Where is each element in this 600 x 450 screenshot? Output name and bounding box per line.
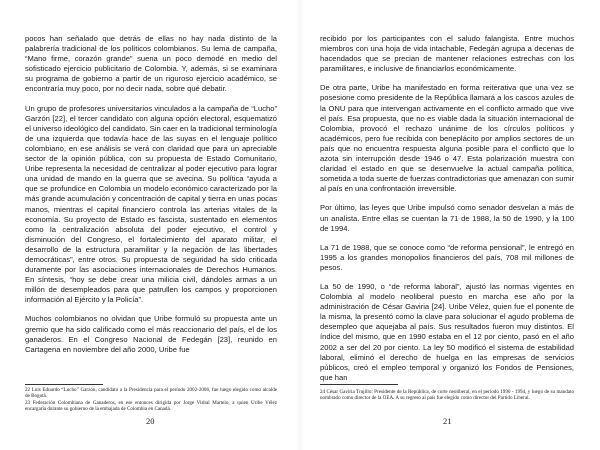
footnote: 22 Luis Eduardo “Lucho” Garzón, candidato a la Presidencia para el período 2002-2006, fue luego elegido como alcalde de Bogotá.: [25, 387, 277, 400]
paragraph: Por último, las leyes que Uribe impulsó como senador desvelan a más de un analista. Entre ellas se cuentan la 71 de 1988, la 50 de 1990, y la 100 de 1994.: [320, 203, 574, 233]
paragraph: pocos han señalado que detrás de ellas no hay nada distinto de la palabrería tradicional de los políticos colombianos. Su lema de campaña, “Mano firme, corazón grande” suena un poco demodé en medio del sofisticado ejercicio publicitario de Colombia. Y, además, si se examinara su programa de gobierno a partir de un riguroso ejercicio académico, se encontraría muy poco, por no decir nada, sobre qué debatir.: [25, 34, 277, 94]
paragraph: La 50 de 1990, o “de reforma laboral”, ajustó las normas vigentes en Colombia al modelo neoliberal puesto en marcha ese año por la administración de César Gaviria [24]. Uribe Vélez, quien fue el ponente de la misma, la presentó como la clave para solucionar el agudo problema de desempleo que aquejaba al país. Sus resultados fueron muy distintos. El índice del mismo, que en 1990 estaba en el 12 por ciento, pasó en el año 2002 a ser del 20 por ciento. La ley 50 modificó el sistema de estabilidad laboral, eliminó el derecho de huelga en las empresas de servicios públicos, creó el empleo temporal y organizó los Fondos de Pensiones, que han: [320, 281, 574, 382]
paragraph: La 71 de 1988, que se conoce como “de reforma pensional”, le entregó en 1995 a los grandes monopolios financieros del país, 708 mil millones de pesos.: [320, 242, 574, 272]
left-footnotes: [25, 387, 277, 412]
paragraph: recibido por los participantes con el saludo falangista. Entre muchos miembros con una hoja de vida intachable, Fedegán agrupa a decenas de hacendados que se precian de mantener relaciones estrechas con los paramilitares, e inclusive de financiarlos económicamente.: [320, 34, 574, 74]
page-number-left: 20: [146, 416, 155, 426]
right-footnotes: [320, 389, 574, 402]
footnote-separator: [320, 384, 398, 385]
footnote: 23 Federación Colombiana de Ganaderos, en ese entonces dirigida por Jorge Visbal Martelo, a quien Uribe Vélez encargaría durante su gobierno de la embajada de Colombia en Canadá.: [25, 399, 277, 412]
paragraph: Un grupo de profesores universitarios vinculados a la campaña de “Lucho” Garzón [22], el tercer candidato con alguna opción electoral, esquematizó el universo ideológico del candidato. Sin caer en la tradicional terminología de una izquierda que todavía hace de las suyas en el lenguaje político colombiano, en ese análisis se verá con claridad que para un apreciable sector de la opinión pública, con su propuesta de Estado Comunitario, Uribe representa la necesidad de centralizar al poder ejecutivo para lograr una unidad de mando en la guerra que se avecina. Su política “ayuda a que se profundice en Colombia un modelo económico caracterizado por la más grande acumulación y concentración de capital y tierra en unas pocas manos, mientras el capital financiero controla las arterias vitales de la economía. Su proyecto de Estado es fascista, sustentado en elementos como la centralización absoluta del poder ejecutivo, el control y disminución del Congreso, el fortalecimiento del aparato militar, el desarrollo de la estructura paramilitar y la negación de las libertades democráticas”, entre otros. Su propuesta de seguridad ha sido criticada duramente por las asociaciones internacionales de Derechos Humanos. En síntesis, “hoy se debe crear una milicia civil, dándoles armas a un millón de desempleados para que patrullen los campos y proporcionen información al Ejército y la Policía”.: [25, 103, 277, 305]
footnote-separator: [25, 384, 103, 385]
footnote: 24 César Gaviria Trujillo: Presidente de la República, de corte neoliberal, en el período 1990 - 1994, y luego de su mandato nombrado como director de la OEA. A su regreso al país fue elegido como director del Partido Liberal.: [320, 389, 574, 402]
left-page-body: [25, 34, 277, 356]
paragraph: De otra parte, Uribe ha manifestado en forma reiterativa que una vez se posesione como presidente de la República llamará a los cascos azules de la ONU para que intervengan activamente en el conflicto armado que vive el país. Esa propuesta, que no es viable dada la situación internacional de Colombia, provocó el rechazo unánime de los círculos políticos y académicos, pero fue recibida con beneplácito por amplios sectores de un país que no encuentra respuesta alguna posible para el conflicto que lo azota sin interrupción desde 1946 o 47. Esta polarización muestra con claridad el estado en que se desenvuelve la actual campaña política, sometida a toda suerte de fuerzas contradictorias que amenazan con sumir al país en una confrontación irreversible.: [320, 83, 574, 194]
paragraph: Muchos colombianos no olvidan que Uribe formuló su propuesta ante un gremio que ha sido calificado como el más reaccionario del país, el de los ganaderos. En el Congreso Nacional de Fedegán [23], reunido en Cartagena en noviembre del año 2000, Uribe fue: [25, 314, 277, 354]
right-page-body: [320, 34, 574, 384]
page-number-right: 21: [443, 416, 452, 426]
